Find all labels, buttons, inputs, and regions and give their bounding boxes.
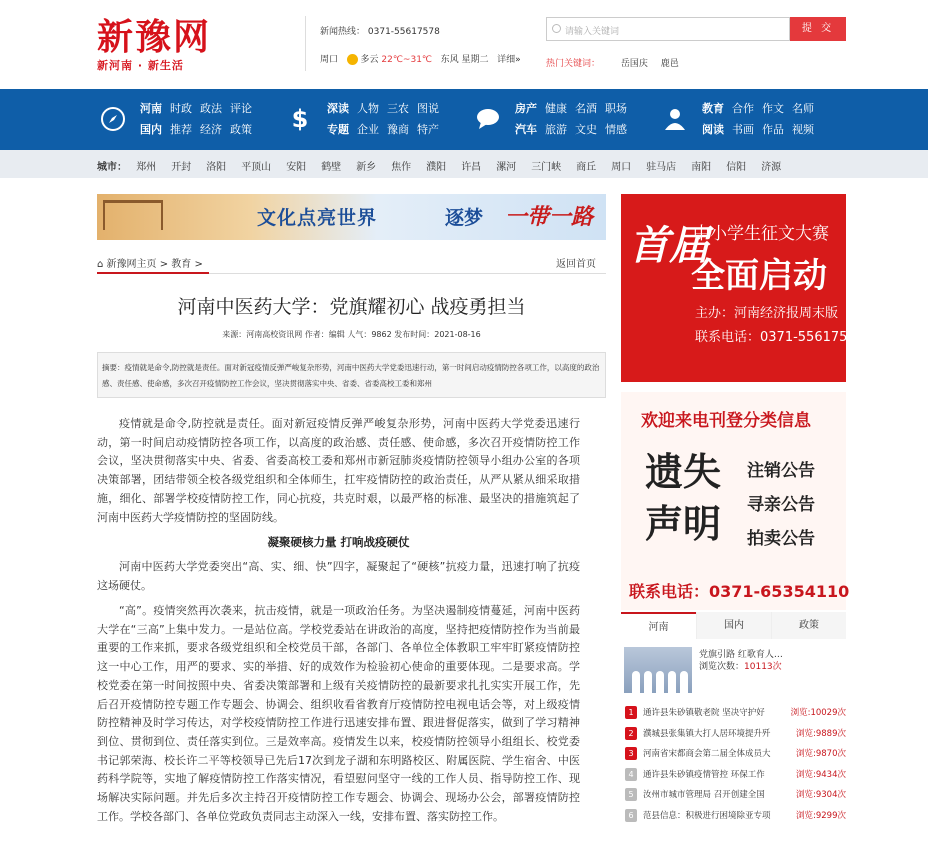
city-link[interactable]: 驻马店	[646, 162, 677, 173]
rank-title-link[interactable]: 通许县朱砂镇敬老院 坚决守护好	[643, 708, 765, 718]
nav-item[interactable]: 三农	[387, 102, 409, 115]
article-title: 河南中医药大学：党旗耀初心 战疫勇担当	[177, 296, 526, 318]
ad-line: 主办：河南经济报周末版	[695, 306, 839, 321]
breadcrumb-separator: >	[191, 259, 203, 270]
nav-item[interactable]: 豫商	[387, 123, 409, 136]
article-summary: 摘要：疫情就是命令,防控就是责任。面对新冠疫情反弹严峻复杂形势，河南中医药大学党委迅速行动，第一时间启动疫情防控各项工作，以高度的政治感、责任感、使命感，多次召开疫情防控工作会议，坚决贯彻落实中央、省委、省委高校工委和郑州	[97, 352, 606, 398]
hotline-number: 0371-55617578	[367, 27, 440, 37]
search-input[interactable]	[546, 17, 790, 41]
ad-service: 寻亲公告	[747, 495, 815, 515]
nav-item[interactable]: 职场	[605, 102, 627, 115]
article-subheading: 凝聚硬核力量 打响战疫硬仗	[267, 535, 410, 549]
article-paragraph: 疫情就是命令,防控就是责任。面对新冠疫情反弹严峻复杂形势，河南中医药大学党委迅速行动，第一时间启动疫情防控各项工作，以高度的政治感、责任感、使命感，多次召开疫情防控工作会议，坚决贯彻落实中央、省委、省委高校工委和郑州市新冠肺炎疫情防控领导小组办公室的各项决策部署，团结带领全校各级党组织和全体师生，扛牢疫情防控的政治责任，从严从紧从细采取措施，细化、部署学校疫情防控工作，同心抗疫，共克时艰，以最严格的标准、最坚决的措施筑起了河南中医药大学疫情防控的坚固防线。	[97, 417, 580, 524]
search-submit-button[interactable]: 提 交	[790, 17, 846, 41]
nav-item[interactable]: 政法	[200, 102, 222, 115]
nav-item-yuedu[interactable]: 阅读	[702, 123, 724, 136]
logo-slogan: 新河南 · 新生活	[97, 59, 184, 72]
nav-item[interactable]: 健康	[545, 102, 567, 115]
rank-number-badge: 1	[625, 706, 637, 719]
nav-item[interactable]: 企业	[357, 123, 379, 136]
ad-heading: 欢迎来电刊登分类信息	[641, 411, 811, 431]
bridge-graphic	[103, 200, 163, 230]
breadcrumb	[97, 252, 606, 274]
search-placeholder: 请输入关键词	[565, 27, 620, 37]
nav-row	[515, 121, 635, 137]
thumb-figure	[632, 671, 640, 693]
tab-henan[interactable]: 河南	[621, 612, 696, 639]
header-divider	[305, 16, 306, 71]
nav-row	[140, 121, 260, 137]
city-link[interactable]: 洛阳	[206, 162, 227, 173]
banner-text: 逐梦	[445, 207, 484, 229]
breadcrumb-section[interactable]: 教育	[171, 259, 192, 270]
nav-row	[515, 100, 635, 116]
sidebar-tabs	[621, 612, 846, 639]
city-link[interactable]: 开封	[171, 162, 192, 173]
back-home-link[interactable]: 返回首页	[556, 259, 596, 270]
weather-city: 周口	[320, 55, 339, 65]
rank-title-link[interactable]: 通许县朱砂镇疫情管控 环保工作	[643, 769, 765, 780]
city-link[interactable]: 信阳	[726, 162, 747, 173]
person-icon	[662, 106, 688, 132]
news-hotline	[320, 24, 440, 37]
thumb-figure	[668, 671, 676, 693]
nav-item[interactable]: 文史	[575, 123, 597, 136]
thumb-figure	[680, 671, 688, 693]
thumb-figure	[656, 671, 664, 693]
nav-row	[702, 121, 822, 137]
city-link[interactable]: 商丘	[576, 162, 597, 173]
nav-item[interactable]: 图说	[417, 102, 439, 115]
ad-service: 注销公告	[747, 461, 815, 481]
rank-number-badge: 2	[625, 727, 637, 740]
nav-item[interactable]: 作文	[762, 102, 784, 115]
tab-guonei[interactable]: 国内	[696, 612, 771, 639]
nav-item-jiaoyu[interactable]: 教育	[702, 102, 724, 115]
search-icon	[552, 24, 561, 33]
hot-keywords-label: 热门关键词：	[546, 59, 601, 69]
ad-services	[747, 454, 815, 556]
ranking-row[interactable]	[625, 785, 846, 805]
nav-item[interactable]: 旅游	[545, 123, 567, 136]
city-link[interactable]: 漯河	[496, 162, 517, 173]
banner-text: 文化点亮世界	[257, 207, 378, 229]
home-icon: ⌂	[97, 259, 104, 270]
ad-line: 联系电话：0371-55617587	[695, 330, 864, 345]
city-link[interactable]: 许昌	[461, 162, 482, 173]
nav-row	[327, 100, 447, 116]
site-logo[interactable]	[97, 17, 232, 75]
featured-thumbnail[interactable]	[624, 647, 692, 693]
nav-item[interactable]: 推荐	[170, 123, 192, 136]
weather-wind: 东风	[440, 55, 459, 65]
hotline-label: 新闻热线：	[320, 27, 366, 37]
ranking-row[interactable]	[625, 703, 846, 723]
ad-headline: 全面启动	[691, 256, 827, 296]
ranking-row[interactable]	[625, 744, 846, 764]
rank-title-link[interactable]: 河南省宋都商会第二届全体成员大	[643, 749, 771, 759]
rank-number-badge: 5	[625, 788, 637, 801]
rank-views: 浏览:9434次	[796, 769, 846, 780]
ad-line: 中小学生征文大赛	[693, 224, 829, 244]
nav-item[interactable]: 政策	[230, 123, 252, 136]
chat-bubble-icon	[475, 106, 501, 132]
ranking-row[interactable]	[625, 765, 846, 785]
city-link[interactable]: 济源	[761, 162, 782, 173]
featured-title[interactable]: 党旗引路 红歌育人…	[699, 650, 783, 660]
nav-item[interactable]: 经济	[200, 123, 222, 136]
article-meta: 来源：河南高校资讯网 作者：编辑 人气：9862 发布时间：2021-08-16	[222, 330, 481, 339]
nav-item[interactable]: 视频	[792, 123, 814, 136]
classified-ad[interactable]	[621, 392, 850, 610]
nav-item[interactable]: 名师	[792, 102, 814, 115]
rank-number-badge: 4	[625, 768, 637, 781]
nav-row	[327, 121, 447, 137]
rank-number-badge: 3	[625, 747, 637, 760]
article-paragraph: “高”。疫情突然再次袭来，抗击疫情，就是一项政治任务。为坚决遏制疫情蔓延，河南中医药大学在“三高”上集中发力。一是站位高。学校党委站在讲政治的高度，坚持把疫情防控作为当前最重要的工作来抓，要求各级党组织和全校党员干部，各部门、各单位全体教职工牢牢盯紧疫情防控这一中心工作，用严的要求、实的举措、好的成效作为检验初心使命的重要体现。二是要求高。学校党委在第一时间按照中央、省委决策部署和上级有关疫情防控的最新要求扎扎实实开展工作，先后召开疫情防控专题工作专题会、协调会、组织收看省教育厅疫情防控电视电话会等，对上级疫情防控精神及时学习传达，对学校疫情防控工作进行迅速安排布置、跟进督促落实，做到了学习精神到位、贯彻到位、责任落实到位。三是效率高。疫情发生以来，校疫情防控领导小组组长、校党委书记郭荣海、校长许二平等校领导已先后17次到龙子湖和东明路校区、附属医院、学生宿舍、中医药科学院等，实地了解疫情防控工作落实情况，看望慰问坚守一线的工作人员、指导防控工作、现场解决实际问题。并先后多次主持召开疫情防控工作专题会、协调会、现场办公会，部署疫情防控工作。学校各部门、各单位党政负责同志主动深入一线，安排布置、落实防控工作。	[97, 604, 580, 823]
hot-keyword-link[interactable]: 岳国庆	[620, 59, 648, 69]
rank-views: 浏览:9304次	[796, 790, 846, 800]
article-paragraph: 河南中医药大学党委突出“高、实、细、快”四字，凝聚起了“硬核”抗疫力量，迅速打响了抗疫这场硬仗。	[97, 560, 580, 592]
hot-keywords	[546, 56, 689, 69]
featured-item	[699, 649, 783, 673]
nav-item[interactable]: 名酒	[575, 102, 597, 115]
ranking-row[interactable]	[625, 806, 846, 826]
nav-item[interactable]: 情感	[605, 123, 627, 136]
city-link[interactable]: 鹤壁	[321, 162, 342, 173]
hot-keyword-link[interactable]: 鹿邑	[660, 59, 679, 69]
breadcrumb-separator: >	[156, 259, 172, 270]
nav-item-henan[interactable]: 河南	[140, 102, 162, 115]
rank-title-link[interactable]: 濮城县张集镇大打人居环境提升歼	[643, 728, 771, 739]
nav-item[interactable]: 作品	[762, 123, 784, 136]
weather-condition: 多云	[360, 55, 379, 65]
nav-item[interactable]: 时政	[170, 102, 192, 115]
banner-ad[interactable]	[97, 194, 606, 240]
weather-weekday: 星期二	[461, 55, 489, 65]
city-bar-label: 城市：	[97, 162, 127, 173]
rank-number-badge: 6	[625, 809, 637, 822]
featured-views: 10113次	[744, 662, 782, 672]
nav-item[interactable]: 评论	[230, 102, 252, 115]
rank-views: 浏览:9299次	[796, 810, 846, 821]
ranking-row[interactable]	[625, 724, 846, 744]
ad-service: 拍卖公告	[747, 529, 815, 549]
nav-item[interactable]: 人物	[357, 102, 379, 115]
essay-contest-ad[interactable]	[621, 194, 864, 382]
city-link[interactable]: 南阳	[691, 162, 712, 173]
nav-item[interactable]: 合作	[732, 102, 754, 115]
city-link[interactable]: 平顶山	[241, 162, 272, 173]
rank-views: 浏览:9870次	[796, 749, 846, 759]
breadcrumb-underline	[97, 272, 209, 274]
city-link[interactable]: 安阳	[286, 162, 307, 173]
nav-row	[702, 100, 822, 116]
rank-views: 浏览:10029次	[790, 708, 846, 718]
nav-item[interactable]: 特产	[417, 123, 439, 136]
tab-zhengce[interactable]: 政策	[771, 612, 846, 639]
city-link[interactable]: 三门峡	[531, 162, 562, 173]
city-link[interactable]: 郑州	[136, 162, 157, 173]
ad-big-text: 遗失声明	[645, 450, 722, 546]
ad-brush-text: 首届	[629, 222, 709, 269]
featured-views-label: 浏览次数：	[699, 662, 745, 672]
logo-main: 新豫网	[97, 16, 212, 58]
nav-item[interactable]: 书画	[732, 123, 754, 136]
dollar-icon: $	[291, 105, 309, 133]
banner-text: 一带一路	[505, 205, 594, 230]
city-bar	[0, 150, 928, 178]
weather-detail-link[interactable]: 详细»	[497, 55, 521, 65]
sun-cloud-icon	[347, 54, 358, 65]
city-link[interactable]: 濮阳	[426, 162, 447, 173]
main-nav	[0, 89, 928, 150]
nav-item-fangchan[interactable]: 房产	[515, 102, 537, 115]
breadcrumb-home[interactable]: 新豫网主页	[106, 259, 157, 270]
nav-item-shendu[interactable]: 深读	[327, 102, 349, 115]
rank-title-link[interactable]: 范县信息：积极进行困境除亚专项	[643, 810, 771, 821]
weather-temp: 22℃~31℃	[381, 55, 433, 65]
nav-row	[140, 100, 260, 116]
thumb-figure	[644, 671, 652, 693]
weather-widget	[320, 52, 521, 65]
city-link[interactable]: 新乡	[356, 162, 377, 173]
city-link[interactable]: 焦作	[391, 162, 412, 173]
rank-title-link[interactable]: 汝州市城市管理局 召开创建全国	[643, 790, 765, 800]
compass-icon	[100, 106, 126, 132]
nav-item-guonei[interactable]: 国内	[140, 123, 162, 136]
nav-item-qiche[interactable]: 汽车	[515, 123, 537, 136]
city-link[interactable]: 周口	[611, 162, 632, 173]
rank-views: 浏览:9889次	[796, 728, 846, 739]
nav-item-zhuanti[interactable]: 专题	[327, 123, 349, 136]
ad-phone: 联系电话：0371-65354110	[629, 582, 850, 601]
